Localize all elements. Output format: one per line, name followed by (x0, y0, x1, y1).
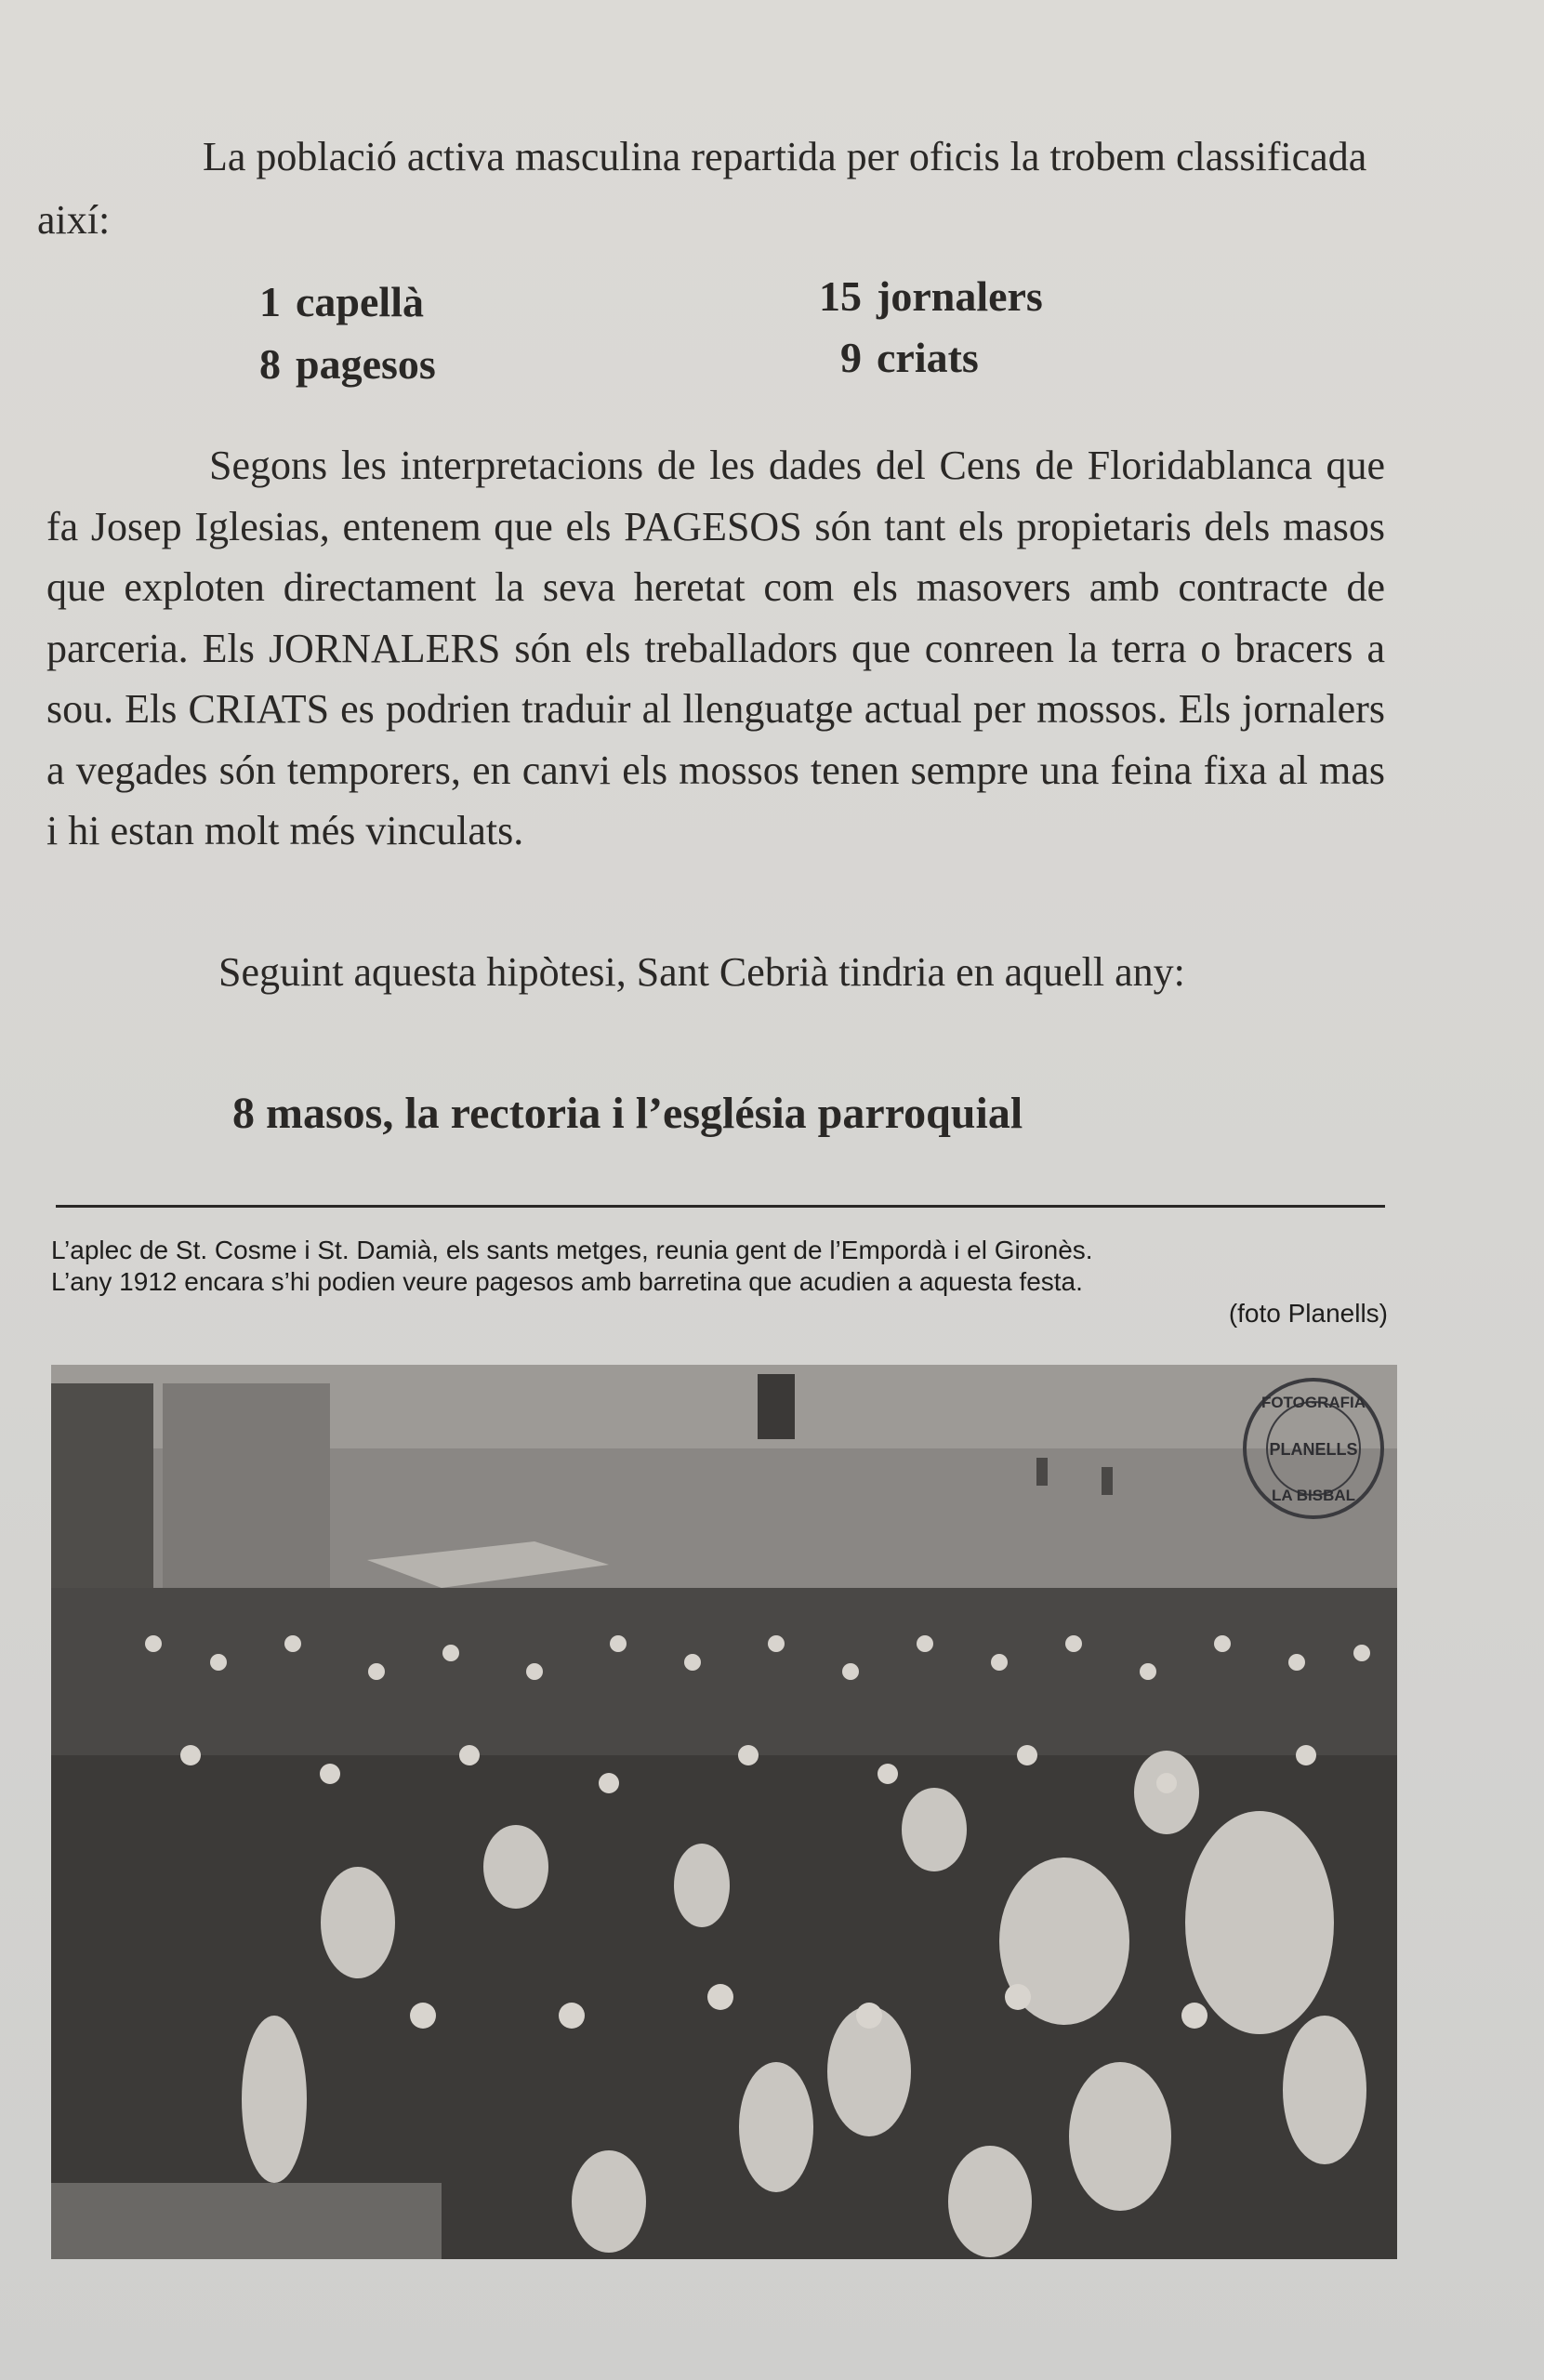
count-capella (232, 277, 424, 326)
count-criats (813, 333, 979, 382)
photo-caption (51, 1235, 1388, 1329)
tree (51, 1383, 153, 1606)
count-label: jornalers (877, 272, 1043, 320)
caption-line-2: L’any 1912 encara s’hi podien veure pagesos amb barretina que acudien a aquesta festa. (51, 1267, 1083, 1296)
stamp-bottom-text: LA BISBAL (1271, 1487, 1356, 1504)
count-number: 1 (259, 278, 281, 325)
hypothesis-paragraph: Seguint aquesta hipòtesi, Sant Cebrià tindria en aquell any: (218, 949, 1185, 995)
caption-line-1: L’aplec de St. Cosme i St. Damià, els sants metges, reunia gent de l’Empordà i el Gironès. (51, 1236, 1093, 1264)
building-block (163, 1383, 330, 1597)
crowd-photograph (51, 1365, 1397, 2259)
stamp-mid-text: PLANELLS (1269, 1440, 1358, 1459)
count-label: capellà (296, 278, 424, 325)
divider-rule (56, 1205, 1385, 1208)
count-label: pagesos (296, 340, 436, 388)
ground (51, 2183, 442, 2259)
count-jornalers (813, 271, 1043, 321)
stamp-top-text: FOTOGRAFIA (1260, 1394, 1366, 1411)
count-number: 9 (840, 334, 862, 381)
window (758, 1374, 795, 1439)
main-paragraph: Segons les interpretacions de les dades del Cens de Floridablanca que fa Josep Iglesias, entenem que els PAGESOS són tant els propietaris dels masos que exploten directament la seva heretat com els masovers amb contracte de parceria. Els JORNALERS són els treballadors que conreen la terra o bracers a sou. Els CRIATS es podrien traduir al llenguatge actual per mossos. Els jornalers a vegades són temporers, en canvi els mossos tenen sempre una feina fixa al mas i hi estan molt més vinculats. (46, 443, 1385, 853)
intro-paragraph: La població activa masculina repartida per oficis la trobem classificada així: (37, 134, 1367, 243)
photo-credit: (foto Planells) (1228, 1299, 1388, 1328)
window (1102, 1467, 1113, 1495)
count-label: criats (877, 334, 979, 381)
count-number: 15 (819, 272, 862, 320)
summary-line: 8 masos, la rectoria i l’església parroquial (232, 1089, 1023, 1138)
count-pagesos (232, 339, 436, 389)
window (1036, 1458, 1048, 1486)
photo-illustration (51, 1365, 1397, 2259)
occupation-counts (0, 270, 1544, 409)
count-number: 8 (259, 340, 281, 388)
